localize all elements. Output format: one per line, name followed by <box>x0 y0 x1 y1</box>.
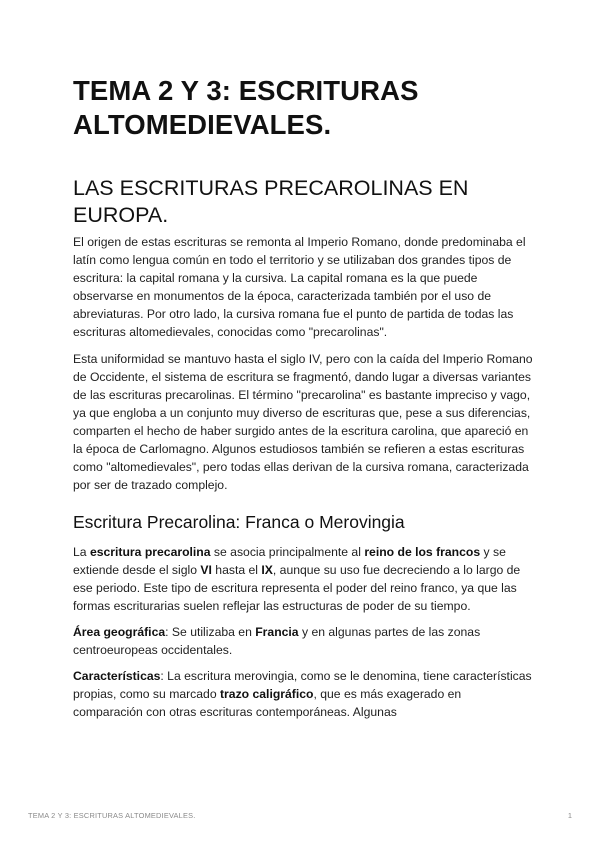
paragraph-escritura-precarolina <box>73 543 533 615</box>
text-run: hasta el <box>211 563 262 577</box>
subsection-heading-merovingia: Escritura Precarolina: Franca o Merovingia <box>73 512 405 532</box>
bold-label: Área geográfica <box>73 625 166 639</box>
paragraph-area-geografica <box>73 623 533 659</box>
footer-document-title: TEMA 2 Y 3: ESCRITURAS ALTOMEDIEVALES. <box>28 811 196 820</box>
paragraph-uniformidad: Esta uniformidad se mantuvo hasta el siglo IV, pero con la caída del Imperio Romano de Occidente, el sistema de escritura se fragmentó, dando lugar a diversas variantes de las escrituras precarolinas. El término "precarolina" es bastante impreciso y vago, ya que engloba a un conjunto muy diverso de escrituras que, pese a sus diferencias, comparten el hecho de haber surgido antes de la escritura carolina, que apareció en la época de Carlomagno. Algunos estudiosos también se refieren a estas escrituras como "altomedievales", pero todas ellas derivan de la cursiva romana, caracterizada por ser de trazado complejo. <box>73 352 533 492</box>
footer-page-number: 1 <box>567 811 572 820</box>
text-run: : La escritura merovingia, como se le denomina, tiene características propias, como su marcado <box>73 669 532 701</box>
paragraph-origen: El origen de estas escrituras se remonta al Imperio Romano, donde predominaba el latín como lengua común en todo el territorio y se utilizaban dos grandes tipos de escritura: la capital romana y la cursiva. La capital romana es la que puede observarse en monumentos de la época, caracterizada también por el uso de abreviaturas. Por otro lado, la cursiva romana fue el punto de partida de todas las escrituras altomedievales, conocidas como "precarolinas". <box>73 235 526 339</box>
text-run: , que es más exagerado en comparación con otras escrituras contemporáneas. Algunas <box>73 687 462 719</box>
paragraph-caracteristicas <box>73 667 533 721</box>
bold-label: Características <box>73 669 161 683</box>
bold-term: Francia <box>255 625 299 639</box>
bold-term: VI <box>200 563 212 577</box>
document-page <box>73 74 533 721</box>
section-heading-precarolinas: LAS ESCRITURAS PRECAROLINAS EN EUROPA. <box>73 176 469 227</box>
text-run: : Se utilizaba en <box>165 625 256 639</box>
text-run: , aunque su uso fue decreciendo a lo largo de ese periodo. Este tipo de escritura representa el poder del reino franco, ya que las formas escriturarias suelen reflejar las estructuras de poder de su tiempo. <box>73 563 521 613</box>
page-title: TEMA 2 Y 3: ESCRITURAS ALTOMEDIEVALES. <box>73 75 419 140</box>
bold-term: escritura precarolina <box>89 545 211 559</box>
text-run: y en algunas partes de las zonas centroeuropeas occidentales. <box>73 625 481 657</box>
bold-term: reino de los francos <box>364 545 481 559</box>
text-run: La <box>73 545 90 559</box>
text-run: se asocia principalmente al <box>210 545 365 559</box>
text-run: y se extiende desde el siglo <box>73 545 506 577</box>
bold-term: IX <box>261 563 273 577</box>
bold-term: trazo caligráfico <box>220 687 314 701</box>
